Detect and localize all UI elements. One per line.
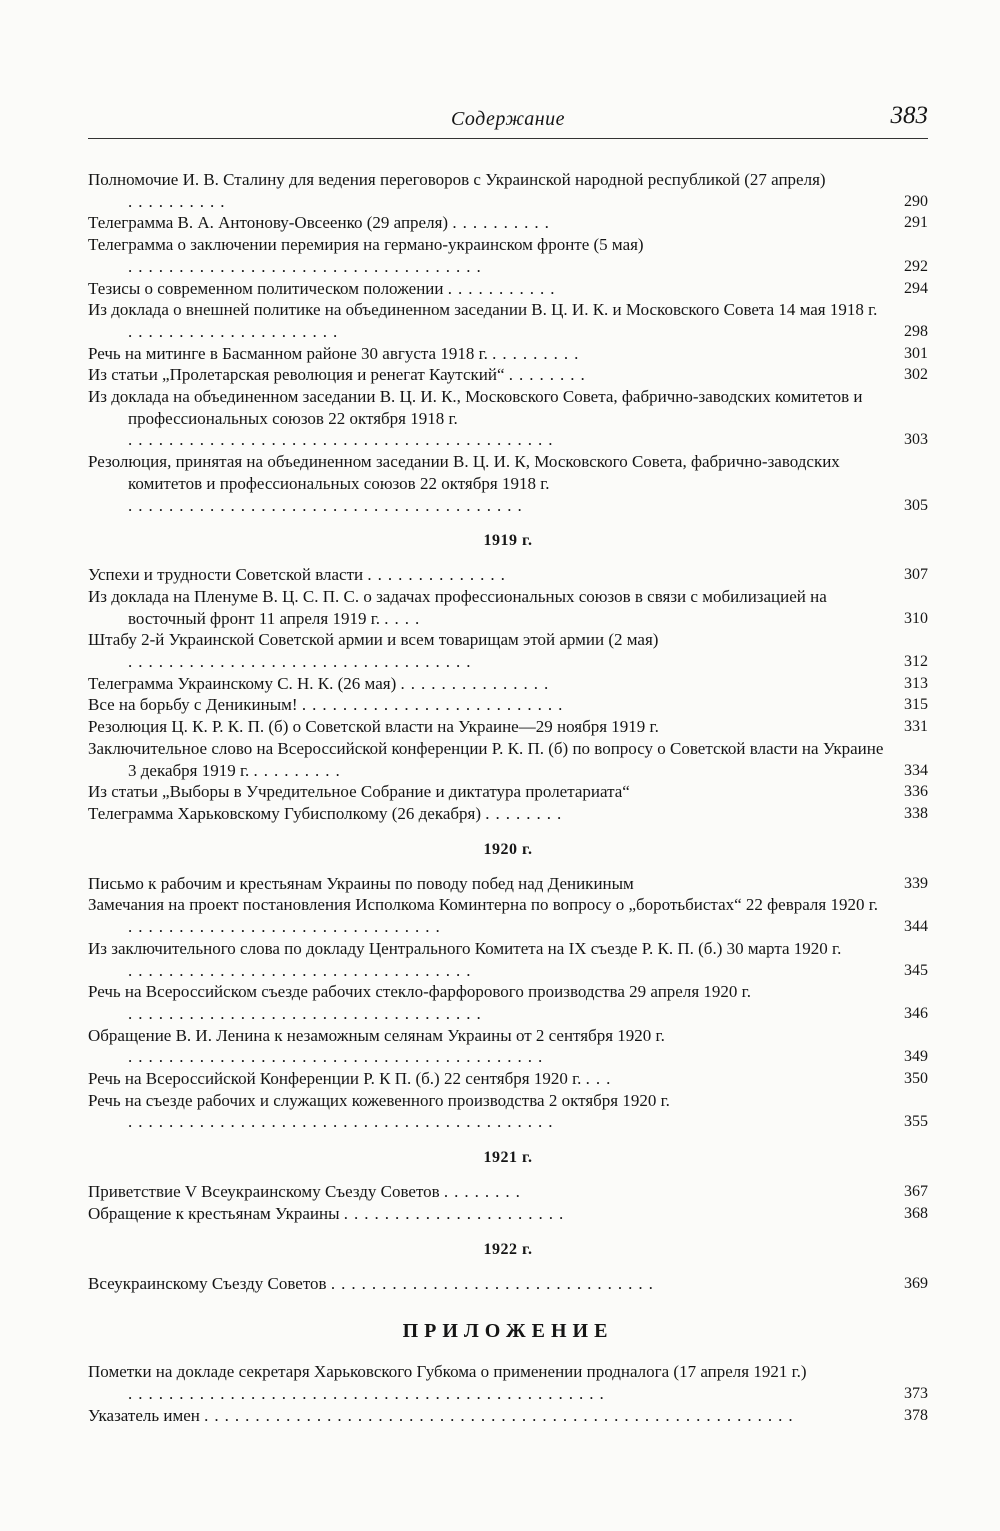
toc-entry-page: 344 bbox=[904, 918, 928, 936]
toc-entry-page: 310 bbox=[904, 609, 928, 627]
toc-entry-page: 291 bbox=[904, 214, 928, 232]
toc-entry bbox=[88, 299, 928, 342]
toc-entry-title: Обращение к крестьянам Украины ...................... bbox=[88, 1203, 570, 1223]
toc-entry-title: Указатель имен .......................................................... bbox=[88, 1405, 799, 1425]
toc-entry bbox=[88, 564, 928, 586]
running-title: Содержание bbox=[450, 108, 566, 130]
toc-entry-title: Телеграмма Украинскому С. Н. К. (26 мая) ............... bbox=[88, 673, 555, 693]
toc-entry bbox=[88, 938, 928, 981]
toc-section-1922 bbox=[88, 1273, 928, 1295]
toc-entry bbox=[88, 343, 928, 365]
toc-entry bbox=[88, 451, 928, 516]
toc-entry bbox=[88, 981, 928, 1024]
toc-entry-title: Телеграмма В. А. Антонову-Овсеенко (29 апреля) .......... bbox=[88, 213, 555, 233]
toc-entry bbox=[88, 386, 928, 451]
toc-entry-title: Полномочие И. В. Сталину для ведения переговоров с Украинской народной республикой (27 апреля) .......... bbox=[88, 170, 826, 211]
toc-entry-page: 298 bbox=[904, 322, 928, 340]
toc-entry-title: Обращение В. И. Ленина к незаможным селянам Украины от 2 сентября 1920 г. ......................................... bbox=[88, 1025, 665, 1067]
page-number: 383 bbox=[890, 102, 928, 129]
toc-entry-page: 312 bbox=[904, 653, 928, 671]
toc-entry bbox=[88, 1068, 928, 1090]
toc-entry bbox=[88, 234, 928, 277]
toc-entry bbox=[88, 278, 928, 300]
toc-entry bbox=[88, 1405, 928, 1427]
toc-entry bbox=[88, 364, 928, 386]
toc-entry-title: Штабу 2-й Украинской Советской армии и всем товарищам этой армии (2 мая) .................................. bbox=[88, 630, 659, 672]
toc-entry-title: Из доклада на объединенном заседании В. Ц. И. К., Московского Совета, фабрично-заводских комитетов и профессиональных союзов 22 октября 1918 г. .......................................... bbox=[88, 387, 863, 450]
toc-entry bbox=[88, 673, 928, 695]
toc-entry-page: 301 bbox=[904, 344, 928, 362]
toc-entry-title: Из доклада о внешней политике на объединенном заседании В. Ц. И. К. и Московского Совета 14 мая 1918 г. ..................... bbox=[88, 300, 878, 341]
toc-entry-page: 367 bbox=[904, 1183, 928, 1201]
toc-entry bbox=[88, 1361, 928, 1404]
toc-entry bbox=[88, 1025, 928, 1068]
toc-entry-page: 350 bbox=[904, 1070, 928, 1088]
toc-entry bbox=[88, 694, 928, 716]
toc-entry-title: Речь на Всероссийском съезде рабочих стекло-фарфорового производства 29 апреля 1920 г. ................................... bbox=[88, 982, 751, 1023]
toc-entry-page: 307 bbox=[904, 566, 928, 584]
toc-entry bbox=[88, 1203, 928, 1225]
toc-entry-title: Успехи и трудности Советской власти .............. bbox=[88, 565, 511, 585]
appendix-heading: ПРИЛОЖЕНИЕ bbox=[402, 1320, 614, 1343]
toc-entry bbox=[88, 1273, 928, 1295]
toc-entry-page: 345 bbox=[904, 961, 928, 979]
toc-entry-title: Письмо к рабочим и крестьянам Украины по поводу побед над Деникиным bbox=[88, 873, 634, 893]
section-heading-1921: 1921 г. bbox=[483, 1149, 533, 1167]
toc-entry-page: 346 bbox=[904, 1004, 928, 1022]
toc-entry-page: 290 bbox=[904, 192, 928, 210]
toc-entry bbox=[88, 803, 928, 825]
toc-entry bbox=[88, 894, 928, 937]
toc-entry bbox=[88, 1090, 928, 1133]
toc-entry-page: 368 bbox=[904, 1204, 928, 1222]
toc-entry-page: 349 bbox=[904, 1048, 928, 1066]
toc-entry-page: 334 bbox=[904, 761, 928, 779]
toc-entry-title: Из доклада на Пленуме В. Ц. С. П. С. о задачах профессиональных союзов в связи с мобилизацией на восточный фронт 11 апреля 1919 г. .... bbox=[88, 586, 827, 628]
toc-entry-page: 294 bbox=[904, 279, 928, 297]
toc-entry-title: Речь на съезде рабочих и служащих кожевенного производства 2 октября 1920 г. .......................................... bbox=[88, 1090, 670, 1132]
table-of-contents bbox=[88, 169, 928, 1426]
toc-entry-title: Замечания на проект постановления Исполкома Коминтерна по вопросу о „боротьбистах“ 22 февраля 1920 г. ............................... bbox=[88, 895, 879, 937]
toc-entry bbox=[88, 716, 928, 738]
toc-entry-page: 331 bbox=[904, 718, 928, 736]
toc-entry-title: Резолюция Ц. К. Р. К. П. (б) о Советской власти на Украине—29 ноября 1919 г. bbox=[88, 717, 659, 737]
toc-section-1920 bbox=[88, 873, 928, 1133]
toc-entry bbox=[88, 169, 928, 212]
toc-entry-title: Тезисы о современном политическом положении ........... bbox=[88, 278, 561, 298]
section-heading-1919: 1919 г. bbox=[483, 532, 533, 550]
toc-entry-title: Пометки на докладе секретаря Харьковского Губкома о применении продналога (17 апреля 1921 г.) ............................................... bbox=[88, 1362, 807, 1403]
running-head bbox=[88, 104, 928, 139]
toc-entry-page: 303 bbox=[904, 431, 928, 449]
toc-entry-title: Приветствие V Всеукраинскому Съезду Советов ........ bbox=[88, 1182, 526, 1202]
toc-entry-page: 292 bbox=[904, 257, 928, 275]
toc-section-1921 bbox=[88, 1181, 928, 1224]
toc-entry bbox=[88, 629, 928, 672]
toc-entry-page: 315 bbox=[904, 696, 928, 714]
toc-entry-title: Телеграмма о заключении перемирия на германо-украинском фронте (5 мая) ................................... bbox=[88, 235, 644, 276]
toc-entry-page: 339 bbox=[904, 874, 928, 892]
toc-section-appendix bbox=[88, 1361, 928, 1426]
toc-entry-title: Всеукраинскому Съезду Советов ................................ bbox=[88, 1273, 659, 1293]
toc-entry-title: Из статьи „Выборы в Учредительное Собрание и диктатура пролетариата“ bbox=[88, 782, 630, 802]
toc-entry-title: Все на борьбу с Деникиным! .......................... bbox=[88, 695, 569, 715]
toc-entry-page: 378 bbox=[904, 1406, 928, 1424]
toc-entry-title: Телеграмма Харьковскому Губисполкому (26 декабря) ........ bbox=[88, 803, 568, 823]
section-heading-1920: 1920 г. bbox=[483, 840, 533, 858]
toc-entry-page: 373 bbox=[904, 1384, 928, 1402]
toc-entry-title: Заключительное слово на Всероссийской конференции Р. К. П. (б) по вопросу о Советской власти на Украине 3 декабря 1919 г. ......... bbox=[88, 738, 884, 780]
toc-page bbox=[88, 104, 928, 1426]
toc-entry-title: Речь на митинге в Басманном районе 30 августа 1918 г. ......... bbox=[88, 343, 585, 363]
toc-entry-page: 336 bbox=[904, 783, 928, 801]
toc-entry bbox=[88, 212, 928, 234]
toc-entry-page: 302 bbox=[904, 366, 928, 384]
toc-entry-page: 369 bbox=[904, 1274, 928, 1292]
toc-entry-title: Из заключительного слова по докладу Центрального Комитета на IX съезде Р. К. П. (б.) 30 марта 1920 г. .................................. bbox=[88, 938, 842, 980]
toc-entry bbox=[88, 873, 928, 895]
toc-entry bbox=[88, 586, 928, 629]
toc-section-1919 bbox=[88, 564, 928, 824]
section-heading-1922: 1922 г. bbox=[483, 1240, 533, 1258]
toc-entry-page: 313 bbox=[904, 674, 928, 692]
toc-entry-page: 305 bbox=[904, 496, 928, 514]
toc-entry-title: Из статьи „Пролетарская революция и ренегат Каутский“ ........ bbox=[88, 365, 591, 385]
toc-entry-title: Речь на Всероссийской Конференции Р. К П. (б.) 22 сентября 1920 г. ... bbox=[88, 1069, 617, 1089]
toc-entry-title: Резолюция, принятая на объединенном заседании В. Ц. И. К, Московского Совета, фабрично-заводских комитетов и профессиональных союзов 22 октября 1918 г. ....................................... bbox=[88, 452, 840, 515]
toc-entry-page: 355 bbox=[904, 1113, 928, 1131]
toc-entry bbox=[88, 738, 928, 781]
toc-entry bbox=[88, 1181, 928, 1203]
toc-entry bbox=[88, 781, 928, 803]
toc-section-1918 bbox=[88, 169, 928, 516]
toc-entry-page: 338 bbox=[904, 804, 928, 822]
